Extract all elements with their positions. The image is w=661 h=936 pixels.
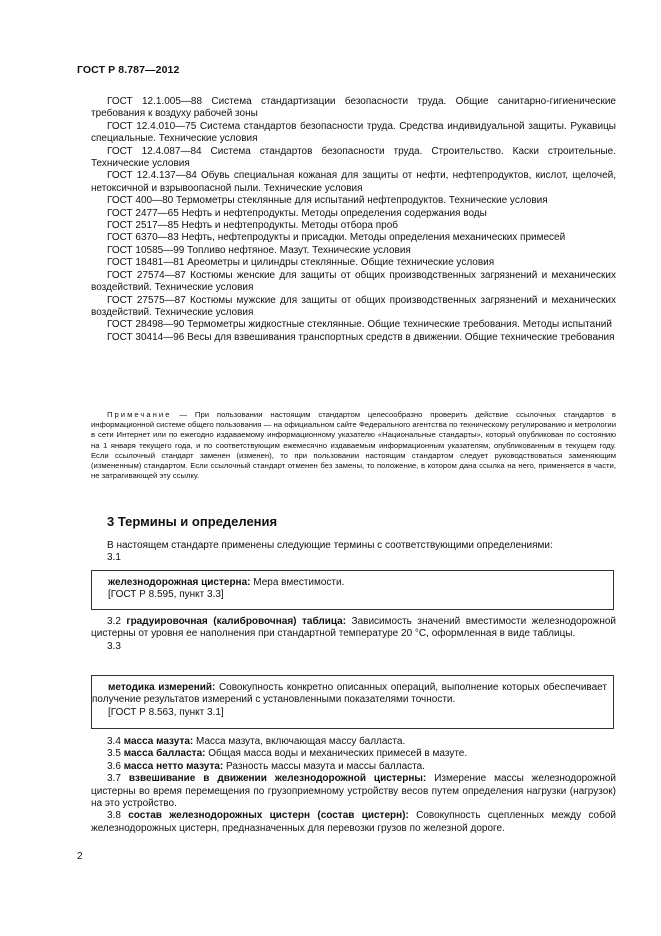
term-3-6: 3.6 масса нетто мазута: Разность массы мазута и массы балласта.: [107, 760, 425, 772]
term-box-3-3: [91, 675, 614, 729]
term-name: железнодорожная цистерна:: [108, 577, 251, 588]
term-name: градуировочная (калибровочная) таблица:: [126, 616, 347, 627]
term-number-3-1: 3.1: [107, 552, 121, 564]
term-definition: Зависимость значений вместимости железнодорожной цистерны от уровня ее наполнения при стандартной температуре 20 °С, оформленная в виде таблицы.: [91, 616, 616, 640]
reference-item: ГОСТ 400—80 Термометры стеклянные для испытаний нефтепродуктов. Технические условия: [107, 195, 548, 207]
term-name: методика измерений:: [108, 682, 216, 693]
term-source: [ГОСТ Р 8.595, пункт 3.3]: [108, 589, 224, 601]
reference-item: ГОСТ 30414—96 Весы для взвешивания транспортных средств в движении. Общие технические требования: [107, 331, 615, 343]
term-number: 3.2: [107, 616, 121, 627]
reference-item: ГОСТ 12.1.005—88 Система стандартизации безопасности труда. Общие санитарно-гигиенические требования к воздуху рабочей зоны: [91, 96, 616, 120]
note-text: — При пользовании настоящим стандартом целесообразно проверить действие ссылочных стандартов в информационной системе общего пользования — на официальном сайте Федерального агентства по техническому регулированию и метрологии в сети Интернет или по ежегодно издаваемому информационному указателю «Национальные стандарты», который опубликован по состоянию на 1 января текущего года, и по соответствующим ежемесячно издаваемым информационным указателям, опубликованным в текущем году. Если ссылочный стандарт заменен (изменен), то при пользовании настоящим стандартом следует руководствоваться заменяющим (измененным) стандартом. Если ссылочный стандарт отменен без замены, то положение, в котором дана ссылка на него, применяется в части, не затрагивающей эту ссылку.: [91, 410, 616, 481]
term-source: [ГОСТ Р 8.563, пункт 3.1]: [108, 706, 224, 718]
page-number: 2: [77, 851, 83, 862]
term-definition: Мера вместимости.: [250, 577, 345, 588]
reference-item: ГОСТ 18481—81 Ареометры и цилиндры стеклянные. Общие технические условия: [107, 257, 495, 269]
term-3-7: 3.7 взвешивание в движении железнодорожной цистерны: Измерение массы железнодорожной цистерны во время перемещения по грузоприемному устройству весов путем определения нагрузки (нагрузок) на это устройство.: [91, 773, 616, 810]
reference-item: ГОСТ 27574—87 Костюмы женские для защиты от общих производственных загрязнений и механических воздействий. Технические условия: [91, 269, 616, 294]
intro-text: В настоящем стандарте применены следующие термины с соответствующими определениями:: [107, 540, 553, 551]
document-header: ГОСТ Р 8.787—2012: [77, 64, 180, 76]
reference-item: ГОСТ 27575—87 Костюмы мужские для защиты от общих производственных загрязнений и механических воздействий. Технические условия: [91, 294, 616, 318]
note-label: Примечание: [107, 410, 172, 419]
term-3-4: 3.4 масса мазута: Масса мазута, включающая массу балласта.: [107, 736, 406, 747]
term-3-5: 3.5 масса балласта: Общая масса воды и механических примесей в мазуте.: [107, 748, 468, 760]
reference-item: ГОСТ 12.4.010—75 Система стандартов безопасности труда. Средства индивидуальной защиты. Рукавицы специальные. Технические условия: [91, 120, 616, 145]
term-number-3-3: 3.3: [107, 640, 121, 652]
reference-item: ГОСТ 6370—83 Нефть, нефтепродукты и присадки. Методы определения механических примесей: [107, 232, 566, 244]
reference-item: ГОСТ 12.4.087—84 Система стандартов безопасности труда. Строительство. Каски строительные. Технические условия: [91, 145, 616, 170]
reference-item: ГОСТ 2477—65 Нефть и нефтепродукты. Методы определения содержания воды: [107, 207, 487, 219]
note-paragraph: [91, 410, 616, 481]
normative-references-list: [91, 96, 616, 344]
reference-item: ГОСТ 28498—90 Термометры жидкостные стеклянные. Общие технические требования. Методы испытаний: [107, 319, 612, 331]
term-definition: Совокупность конкретно описанных операций, выполнение которых обеспечивает получение результатов измерений с установленными показателями точности.: [92, 682, 607, 706]
term-3-2: [91, 616, 616, 653]
term-3-8: 3.8 состав железнодорожных цистерн (состав цистерн): Совокупность сцепленных между собой железнодорожных цистерн, предназначенных для перевозки грузов по железной дороге.: [91, 810, 616, 834]
section-intro: [91, 540, 616, 565]
reference-item: ГОСТ 2517—85 Нефть и нефтепродукты. Методы отбора проб: [107, 220, 399, 232]
terms-3-4-to-3-8: [91, 736, 616, 835]
section-title: 3 Термины и определения: [107, 514, 278, 529]
reference-item: ГОСТ 10585—99 Топливо нефтяное. Мазут. Технические условия: [107, 244, 411, 256]
reference-item: ГОСТ 12.4.137—84 Обувь специальная кожаная для защиты от нефти, нефтепродуктов, кислот, щелочей, нетоксичной и взрывоопасной пыли. Технические условия: [91, 170, 616, 194]
term-box-3-1: [91, 570, 614, 610]
